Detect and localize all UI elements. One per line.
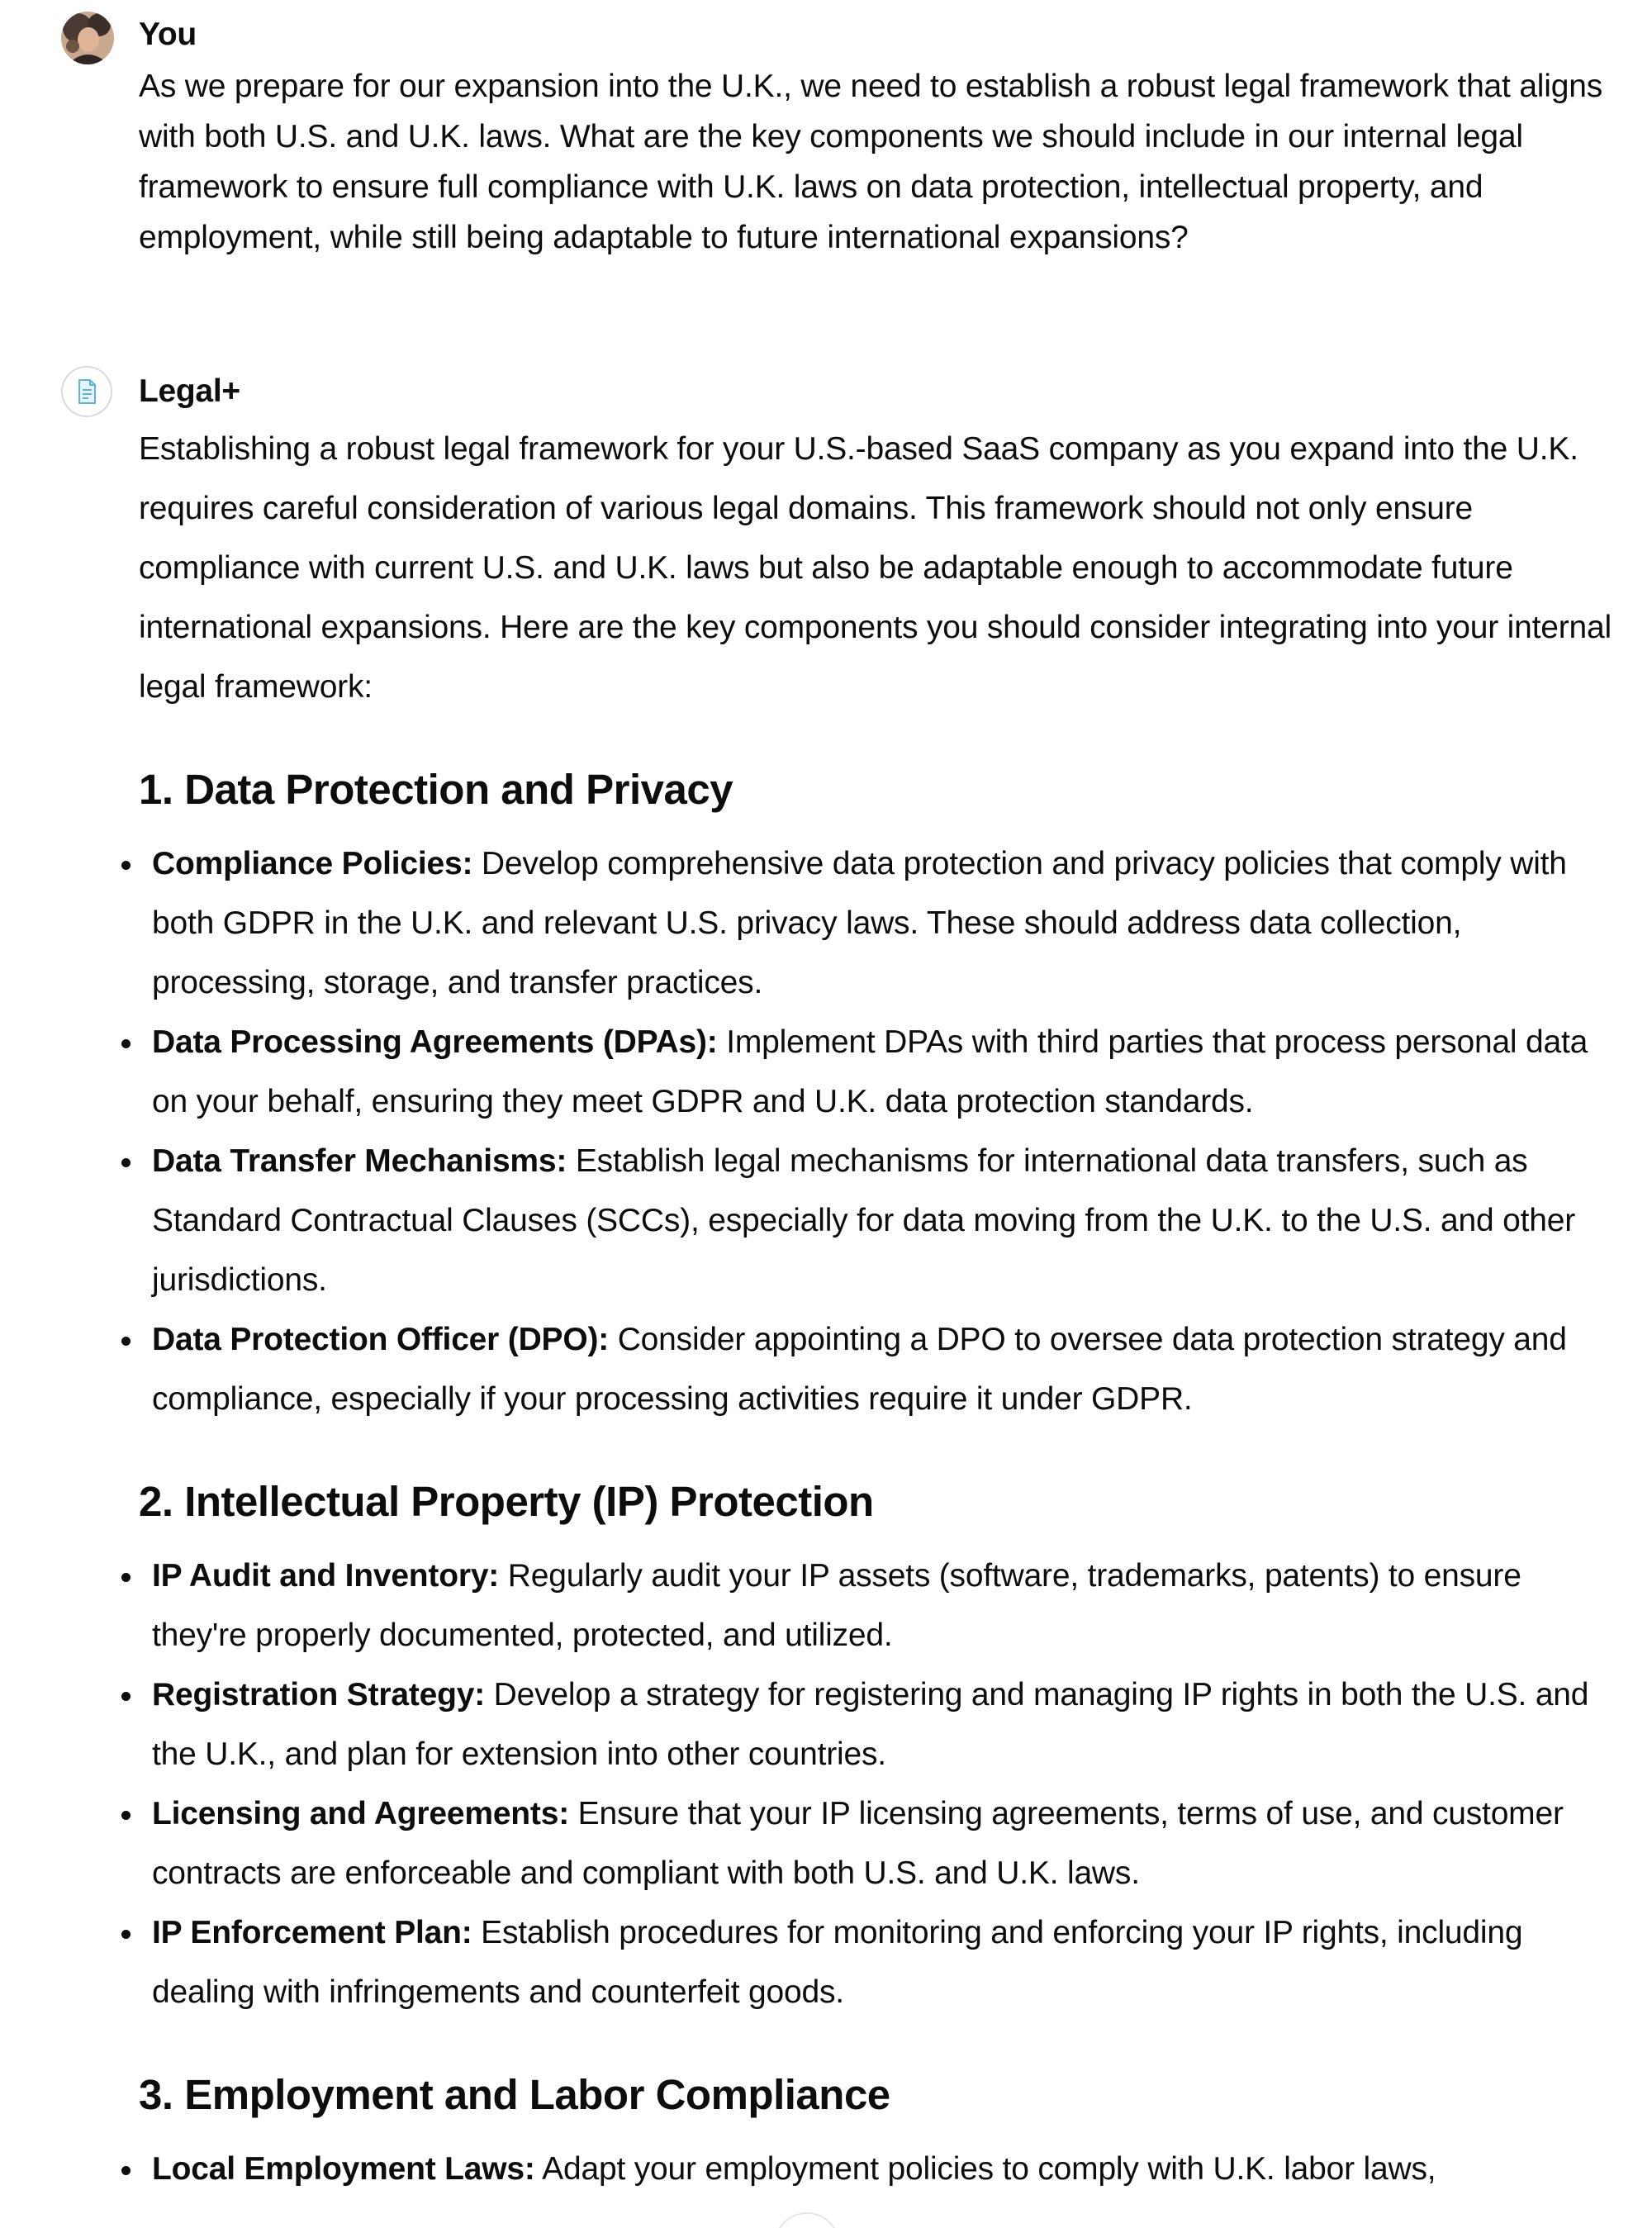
list-item [139, 1546, 1617, 1665]
bullet-icon [121, 1573, 131, 1582]
bullet-icon [121, 1811, 131, 1820]
bullet-icon [121, 1692, 131, 1701]
list-item-term: IP Audit and Inventory: [152, 1558, 500, 1594]
list-item [139, 1013, 1617, 1132]
list-item-term: Data Processing Agreements (DPAs): [152, 1024, 718, 1060]
list-item [139, 1903, 1617, 2022]
bullet-icon [121, 1039, 131, 1048]
list-item-text: Establish procedures for monitoring and enforcing your IP rights, including dealing with infringements and counterfeit goods. [152, 1915, 1523, 2010]
list-item [139, 2140, 1617, 2199]
list-item-term: Licensing and Agreements: [152, 1796, 569, 1831]
bullet-icon [121, 1337, 131, 1346]
scroll-down-button[interactable] [774, 2212, 840, 2228]
list-item [139, 1132, 1617, 1310]
assistant-avatar [61, 366, 112, 417]
list-item-term: Registration Strategy: [152, 1677, 486, 1713]
list-item-term: Local Employment Laws: [152, 2151, 535, 2187]
user-avatar [61, 12, 114, 64]
bullet-icon [121, 1930, 131, 1939]
bullet-icon [121, 861, 131, 870]
assistant-name: Legal+ [139, 373, 240, 409]
list-item-text: Develop a strategy for registering and managing IP rights in both the U.S. and the U.K., and plan for extension into other countries. [152, 1677, 1589, 1772]
user-photo-icon [61, 12, 114, 64]
user-message [139, 61, 1609, 263]
list-item-text: Regularly audit your IP assets (software, trademarks, patents) to ensure they're properly documented, protected, and utilized. [152, 1558, 1521, 1653]
list-item-term: IP Enforcement Plan: [152, 1915, 472, 1950]
list-item-term: Compliance Policies: [152, 846, 473, 881]
assistant-message [139, 420, 1617, 2199]
section-heading-employment: 3. Employment and Labor Compliance [139, 2071, 890, 2118]
list-item-text: Ensure that your IP licensing agreements, terms of use, and customer contracts are enforceable and compliant with both U.S. and U.K. laws. [152, 1796, 1564, 1891]
list-item-text: Adapt your employment policies to comply with U.K. labor laws, [534, 2151, 1436, 2187]
list-item-text: Develop comprehensive data protection and privacy policies that comply with both GDPR in the U.K. and relevant U.S. privacy laws. These should address data collection, processing, storage, and transfer practices. [152, 846, 1567, 1000]
list-item-term: Data Protection Officer (DPO): [152, 1322, 610, 1357]
bullet-icon [121, 2166, 131, 2175]
assistant-intro: Establishing a robust legal framework for your U.S.-based SaaS company as you expand into the U.K. requires careful consideration of various legal domains. This framework should not only ensure compliance with current U.S. and U.K. laws but also be adaptable enough to accommodate future international expansions. Here are the key components you should consider integrating into your internal legal framework: [139, 431, 1612, 705]
list-item [139, 1310, 1617, 1429]
user-name: You [139, 17, 197, 52]
list-item [139, 834, 1617, 1013]
section-heading-ip-protection: 2. Intellectual Property (IP) Protection [139, 1478, 874, 1525]
list-item-text: Consider appointing a DPO to oversee data protection strategy and compliance, especially if your processing activities require it under GDPR. [152, 1322, 1567, 1417]
list-item-text: Implement DPAs with third parties that process personal data on your behalf, ensuring they meet GDPR and U.K. data protection standards. [152, 1024, 1588, 1119]
section-heading-data-protection: 1. Data Protection and Privacy [139, 766, 733, 813]
list-item-term: Data Transfer Mechanisms: [152, 1143, 567, 1179]
list-item-text: Establish legal mechanisms for international data transfers, such as Standard Contractual Clauses (SCCs), especially for data moving from the U.K. to the U.S. and other jurisdictions. [152, 1143, 1576, 1298]
user-message-text: As we prepare for our expansion into the U.K., we need to establish a robust legal framework that aligns with both U.S. and U.K. laws. What are the key components we should include in our internal legal framework to ensure full compliance with U.K. laws on data protection, intellectual property, and employment, while still being adaptable to future international expansions? [139, 69, 1603, 255]
list-item [139, 1784, 1617, 1903]
list-item [139, 1665, 1617, 1784]
document-icon [72, 377, 102, 406]
section-list-employment [139, 2140, 1617, 2199]
section-list-ip-protection [139, 1546, 1617, 2022]
bullet-icon [121, 1158, 131, 1167]
section-list-data-protection [139, 834, 1617, 1429]
